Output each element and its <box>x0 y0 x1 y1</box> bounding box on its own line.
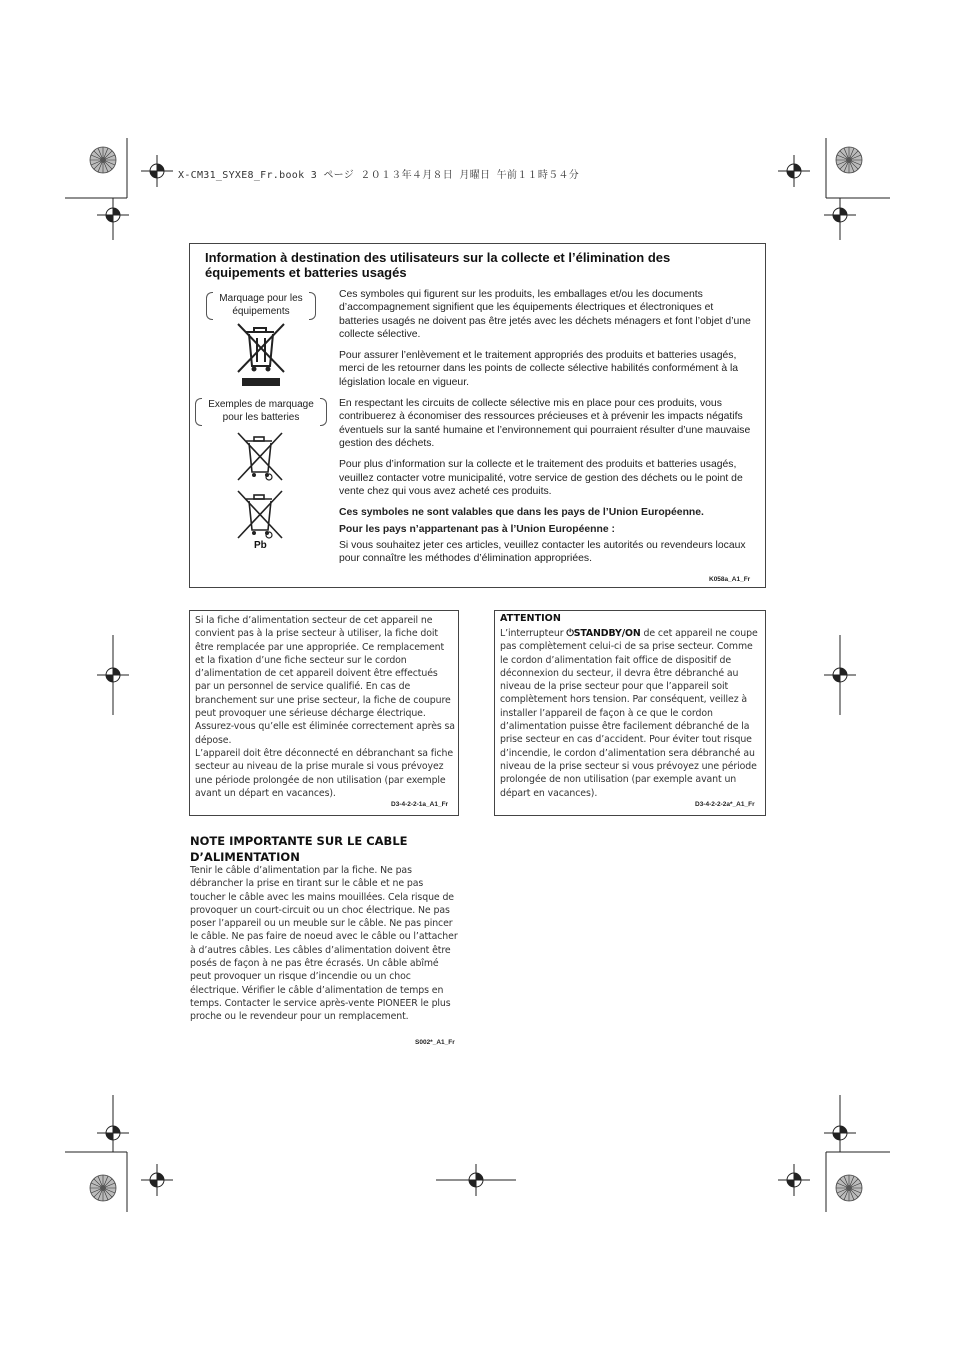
plug-notice-code: D3-4-2-2-1a_A1_Fr <box>391 801 449 808</box>
weee-paragraph: Pour assurer l’enlèvement et le traitement appropriés des produits et batteries usagés, merci de les retourner dans les points de collecte sélective habilités conformément à la législation locale en vigueur. <box>339 350 739 388</box>
weee-title: Information à destination des utilisateurs sur la collecte et l’élimination des équipements et batteries usagés <box>205 250 671 280</box>
power-cable-code: S002*_A1_Fr <box>415 1039 455 1046</box>
pb-label: Pb <box>254 540 267 551</box>
weee-paragraph: Ces symboles qui figurent sur les produits, les emballages et/ou les documents d’accompagnement signifient que les équipements électriques et électroniques et batteries usagés ne doivent pas être jetés avec les déchets ménagers et font l’objet d’une collecte sélective. <box>339 289 751 340</box>
weee-code: K058a_A1_Fr <box>709 576 751 583</box>
plug-notice-paragraph: L’appareil doit être déconnecté en débranchant sa fiche secteur au niveau de la prise murale si vous prévoyez une période prolongée de non utilisation (par exemple avant un départ en vacances). <box>195 747 454 799</box>
attention-text-before: L’interrupteur <box>500 628 567 639</box>
crossed-bin-battery-icon <box>234 430 286 486</box>
battery-marking-label: Exemples de marquage pour les batteries <box>203 398 319 424</box>
weee-non-eu-title: Pour les pays n’appartenant pas à l’Union Européenne : <box>339 524 615 536</box>
weee-eu-only: Ces symboles ne sont valables que dans les pays de l’Union Européenne. <box>339 507 704 519</box>
equipment-marking-label: Marquage pour les équipements <box>214 292 308 318</box>
power-cable-title: NOTE IMPORTANTE SUR LE CABLE D’ALIMENTATION <box>190 834 408 864</box>
attention-body <box>500 627 762 800</box>
weee-paragraph: En respectant les circuits de collecte sélective mis en place pour ces produits, vous contribuerez à économiser des ressources précieuses et à prévenir les impacts négatifs éventuels sur la santé humaine et l’environnement qui pourraient résulter d’une mauvaise gestion des déchets. <box>339 398 751 449</box>
print-header: X-CM31_SYXE8_Fr.book 3 ページ ２０１３年４月８日 月曜日 午前１１時５４分 <box>178 170 580 181</box>
attention-title: ATTENTION <box>500 613 561 624</box>
weee-body <box>339 288 754 573</box>
plug-notice-body <box>195 614 455 800</box>
power-cable-body: Tenir le câble d’alimentation par la fiche. Ne pas débrancher la prise en tirant sur le câble et ne pas toucher le câble avec les mains mouillées. Cela risque de provoquer un court-circuit ou un choc électrique. Ne pas poser l’appareil ou un meuble sur le câble. Ne pas pincer le câble. Ne pas faire de noeud avec le câble ou l’attacher à d’autres câbles. Les câbles d’alimentation doivent être posés de façon à ne pas être écrasés. Un câble abîmé peut provoquer un risque d’incendie ou un choc électrique. Vérifier le câble d’alimentation de temps en temps. Contacter le service après-vente PIONEER le plus proche ou le revendeur pour un remplacement. <box>190 865 458 1023</box>
weee-paragraph: Pour plus d’information sur la collecte et le traitement des produits et batteries usagés, veuillez contacter votre municipalité, votre service de gestion des déchets ou le point de vente chez qui vous avez acheté ces produits. <box>339 459 743 497</box>
crossed-bin-battery-pb-icon <box>234 488 286 544</box>
standby-icon: ⏻ <box>566 628 574 639</box>
crossed-bin-equipment-icon <box>232 320 290 388</box>
standby-label: STANDBY/ON <box>573 628 641 639</box>
attention-text-after: de cet appareil ne coupe pas complètement celui-ci de sa prise secteur. Comme le cordon d’alimentation fait office de dispositif de déconnexion du secteur, il devra être débranché au niveau de la prise secteur pour que l’appareil soit complètement hors tension. Par conséquent, veillez à installer l’appareil de façon à ce que le cordon d’alimentation puisse être facilement débranché de la prise secteur en cas d’accident. Pour éviter tout risque d’incendie, le cordon d’alimentation sera débranché au niveau de la prise secteur si vous prévoyez une période prolongée de non utilisation (par exemple avant un départ en vacances). <box>500 628 758 799</box>
attention-code: D3-4-2-2-2a*_A1_Fr <box>695 801 755 808</box>
weee-non-eu-text: Si vous souhaitez jeter ces articles, veuillez contacter les autorités ou revendeurs locaux pour connaître les méthodes d’élimination appropriées. <box>339 539 746 565</box>
plug-notice-paragraph: Si la fiche d’alimentation secteur de cet appareil ne convient pas à la prise secteur à utiliser, la fiche doit être remplacée par une appropriée. Ce remplacement et la fixation d’une fiche secteur sur le cordon d’alimentation de cet appareil doivent être effectués par un personnel de service qualifié. En cas de branchement sur une prise secteur, la fiche de coupure peut provoquer une sérieuse décharge électrique. Assurez-vous qu’elle est éliminée correctement après sa dépose. <box>195 615 455 746</box>
